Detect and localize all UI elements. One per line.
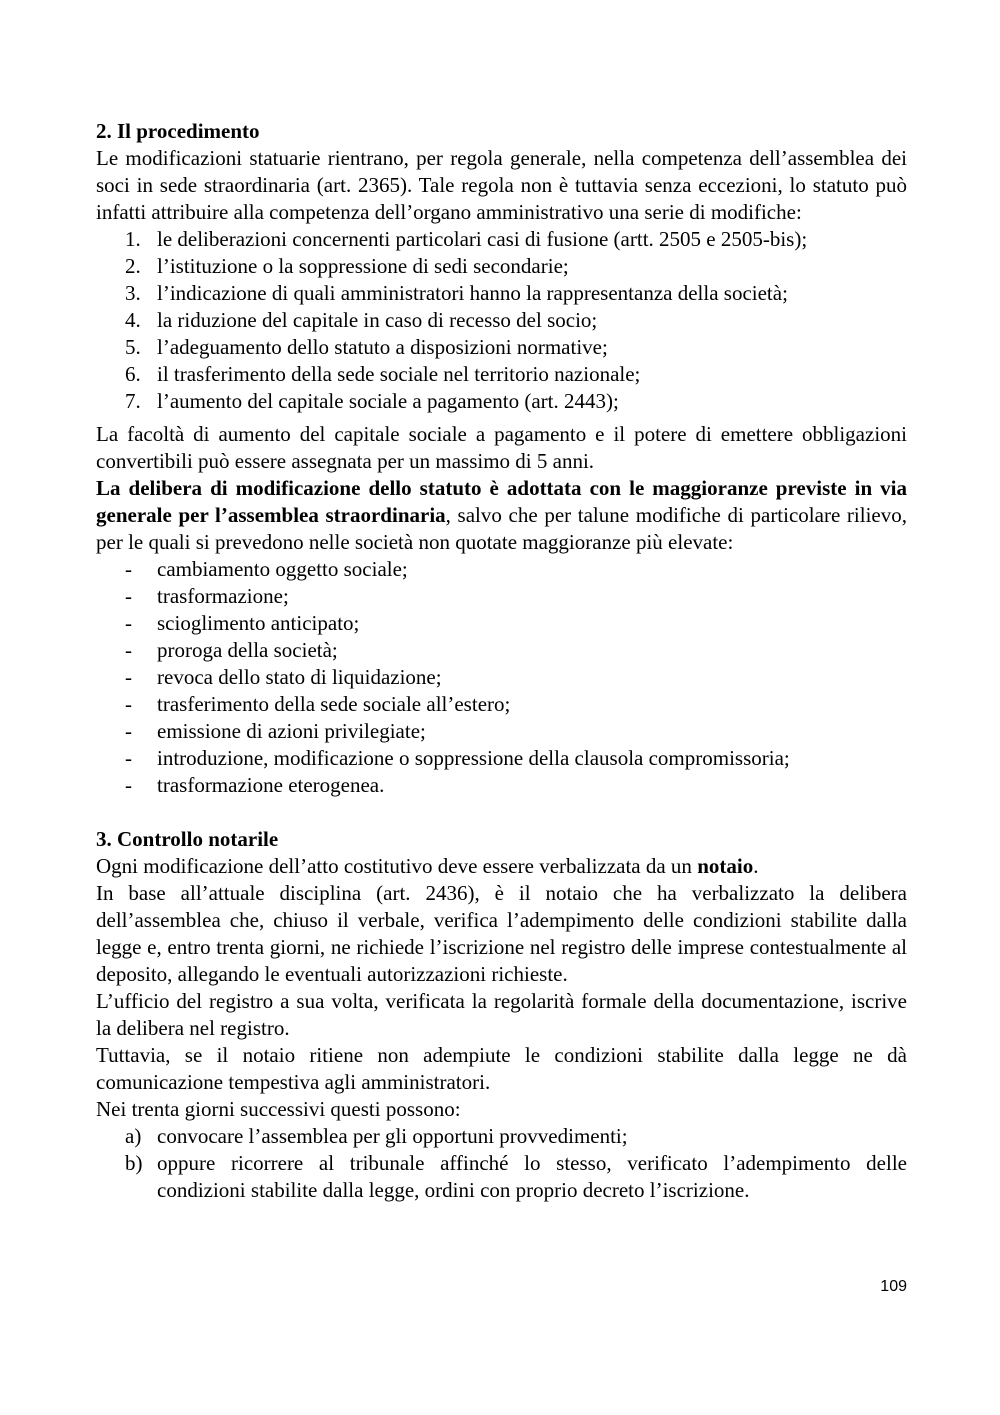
list-item-text: trasformazione; [157, 584, 289, 608]
list-item-text: cambiamento oggetto sociale; [157, 557, 408, 581]
dash-bullet: - [125, 665, 132, 689]
document-page [96, 118, 907, 1204]
paragraph-facolta: La facoltà di aumento del capitale sociale a pagamento e il potere di emettere obbligazioni convertibili può essere assegnata per un massimo di 5 anni. [96, 422, 907, 473]
dash-list-item [96, 664, 907, 691]
list-item-text: scioglimento anticipato; [157, 611, 360, 635]
numbered-list-item [96, 226, 907, 253]
section-3-paragraph-2: In base all’attuale disciplina (art. 2436), è il notaio che ha verbalizzato la delibera dell’assemblea che, chiuso il verbale, verifica l’adempimento delle condizioni stabilite dalla legge e, entro trenta giorni, ne richiede l’iscrizione nel registro delle imprese contestualmente al deposito, allegando le eventuali autorizzazioni richieste. [96, 881, 907, 986]
dash-bullet: - [125, 638, 132, 662]
dash-bullet: - [125, 557, 132, 581]
list-item-text: il trasferimento della sede sociale nel territorio nazionale; [157, 362, 641, 386]
dash-list [96, 556, 907, 799]
section-3-paragraph-3: L’ufficio del registro a sua volta, verificata la regolarità formale della documentazione, iscrive la delibera nel registro. [96, 989, 907, 1040]
dash-list-item [96, 772, 907, 799]
alpha-list [96, 1123, 907, 1204]
dash-list-item [96, 637, 907, 664]
dash-list-item [96, 583, 907, 610]
dash-bullet: - [125, 719, 132, 743]
section-2-heading: 2. Il procedimento [96, 119, 260, 143]
section-2-intro: Le modificazioni statuarie rientrano, per regola generale, nella competenza dell’assemblea dei soci in sede straordinaria (art. 2365). Tale regola non è tuttavia senza eccezioni, lo statuto può infatti attribuire alla competenza dell’organo amministrativo una serie di modifiche: [96, 146, 907, 224]
list-item-text: l’aumento del capitale sociale a pagamento (art. 2443); [157, 389, 619, 413]
dash-list-item [96, 745, 907, 772]
list-item-text: l’indicazione di quali amministratori hanno la rappresentanza della società; [157, 281, 788, 305]
list-item-text: l’istituzione o la soppressione di sedi secondarie; [157, 254, 569, 278]
dash-bullet: - [125, 692, 132, 716]
alpha-list-item [96, 1123, 907, 1150]
list-item-text: l’adeguamento dello statuto a disposizioni normative; [157, 335, 608, 359]
numbered-list-item [96, 388, 907, 415]
list-number: 2. [125, 254, 141, 278]
list-number: 3. [125, 281, 141, 305]
list-number: 7. [125, 389, 141, 413]
list-item-text: emissione di azioni privilegiate; [157, 719, 426, 743]
list-item-text: introduzione, modificazione o soppressione della clausola compromissoria; [157, 746, 790, 770]
numbered-list-item [96, 334, 907, 361]
alpha-list-item [96, 1150, 907, 1204]
dash-list-item [96, 610, 907, 637]
dash-bullet: - [125, 746, 132, 770]
numbered-list-item [96, 361, 907, 388]
p1-start-text: Ogni modificazione dell’atto costitutivo deve essere verbalizzata da un [96, 854, 698, 878]
delibera-bold-text: La delibera di modificazione dello statuto è adottata con le maggioranze previste in via generale per l’assemblea straordinaria [96, 476, 907, 527]
list-item-text: le deliberazioni concernenti particolari casi di fusione (artt. 2505 e 2505-bis); [157, 227, 808, 251]
section-spacer [96, 799, 907, 826]
list-item-text: la riduzione del capitale in caso di recesso del socio; [157, 308, 598, 332]
list-item-text: trasformazione eterogenea. [157, 773, 385, 797]
dash-bullet: - [125, 584, 132, 608]
p1-bold-text: notaio [697, 854, 754, 878]
dash-list-item [96, 718, 907, 745]
paragraph-delibera [96, 475, 907, 556]
dash-bullet: - [125, 773, 132, 797]
numbered-list-item [96, 253, 907, 280]
list-item-text: proroga della società; [157, 638, 338, 662]
list-item-text: revoca dello stato di liquidazione; [157, 665, 442, 689]
numbered-list-item [96, 280, 907, 307]
list-letter: a) [125, 1124, 142, 1148]
list-letter: b) [125, 1151, 143, 1175]
numbered-list [96, 226, 907, 415]
list-number: 4. [125, 308, 141, 332]
section-3-paragraph-4: Tuttavia, se il notaio ritiene non adempiute le condizioni stabilite dalla legge ne dà comunicazione tempestiva agli amministratori. [96, 1043, 907, 1094]
list-item-text: oppure ricorrere al tribunale affinché lo stesso, verificato l’adempimento delle condizioni stabilite dalla legge, ordini con proprio decreto l’iscrizione. [157, 1151, 907, 1202]
list-number: 1. [125, 227, 141, 251]
dash-list-item [96, 691, 907, 718]
list-item-text: trasferimento della sede sociale all’estero; [157, 692, 511, 716]
list-number: 6. [125, 362, 141, 386]
list-number: 5. [125, 335, 141, 359]
section-3-paragraph-5: Nei trenta giorni successivi questi possono: [96, 1097, 461, 1121]
delibera-rest-text: , salvo che per talune modifiche di particolare rilievo, per le quali si prevedono nelle società non quotate maggioranze più elevate: [96, 503, 907, 554]
section-3-paragraph-1 [96, 853, 907, 880]
p1-end-text: . [753, 854, 759, 878]
page-number: 109 [880, 1278, 907, 1295]
numbered-list-item [96, 307, 907, 334]
dash-bullet: - [125, 611, 132, 635]
list-item-text: convocare l’assemblea per gli opportuni provvedimenti; [157, 1124, 628, 1148]
section-3-heading: 3. Controllo notarile [96, 827, 279, 851]
dash-list-item [96, 556, 907, 583]
